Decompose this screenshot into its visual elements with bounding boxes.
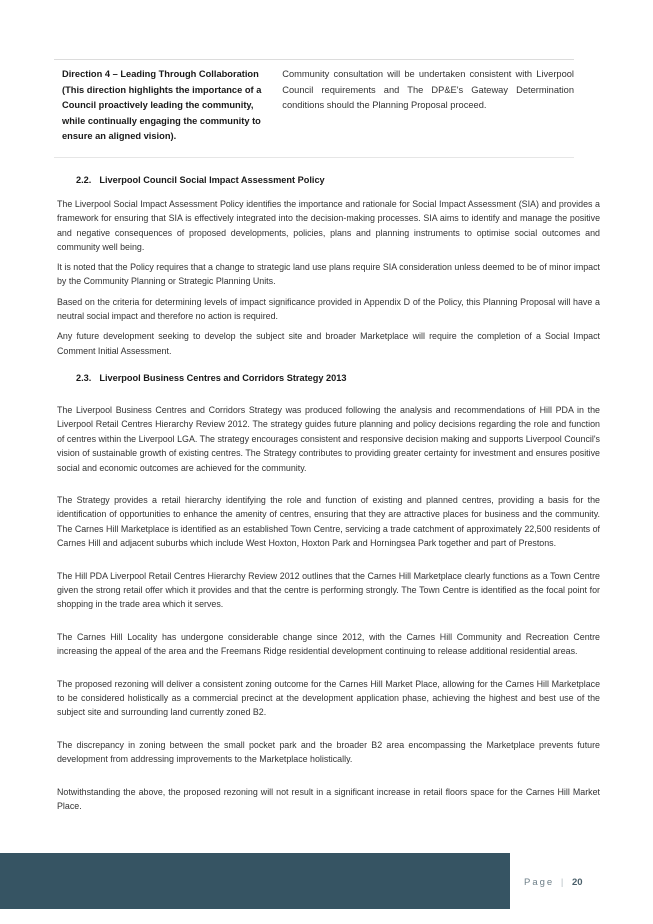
paragraph: The Liverpool Social Impact Assessment Policy identifies the importance and rationale for Social Impact Assessment (SIA) and provides a framework for ensuring that SIA is effectively integrated into the decision-making processes. SIA aims to identify and manage the positive and negative consequences of proposed developments, policies, plans and planning instruments to optimise social outcomes and community well being. xyxy=(57,199,600,252)
page-number: 20 xyxy=(571,877,583,888)
paragraph: The discrepancy in zoning between the small pocket park and the broader B2 area encompassing the Marketplace prevents future development from addressing improvements to the Marketplace holistically. xyxy=(57,739,600,765)
paragraph: Based on the criteria for determining levels of impact significance provided in Appendix D of the Policy, this Planning Proposal will have a neutral social impact and therefore no action is required. xyxy=(57,296,600,322)
section-heading xyxy=(57,373,600,383)
section-heading xyxy=(57,175,600,185)
document-body xyxy=(57,175,600,832)
page-separator: | xyxy=(560,877,566,888)
section-number: 2.2. xyxy=(76,175,92,185)
direction-cell: Direction 4 – Leading Through Collaboration (This direction highlights the importance of a Council proactively leading the community, while continually engaging the community to ensure an aligned vision). xyxy=(62,69,262,142)
paragraph: It is noted that the Policy requires that a change to strategic land use plans require SIA consideration unless deemed to be of minor impact by the Community Planning or Strategic Planning Units. xyxy=(57,262,600,287)
response-cell: Community consultation will be undertaken consistent with Liverpool Council requirements and The DP&E's Gateway Determination conditions should the Planning Proposal proceed. xyxy=(282,69,574,111)
paragraph: The Carnes Hill Locality has undergone considerable change since 2012, with the Carnes Hill Community and Recreation Centre increasing the appeal of the area and the Freemans Ridge residential development continuing to release additional residential areas. xyxy=(57,631,600,657)
section-number: 2.3. xyxy=(76,372,92,383)
paragraph: The Liverpool Business Centres and Corridors Strategy was produced following the analysis and recommendations of Hill PDA in the Liverpool Retail Centres Hierarchy Review 2012. The strategy guides future planning and policy decisions regarding the role and function of centres within the Liverpool LGA. The strategy encourages consistent and responsive decision making and supports Liverpool Council's vision of sustainable growth of existing centres. The Strategy contributes to providing greater certainty for investment and ensures positive social and economic outcomes are achieved for the community. xyxy=(57,404,600,473)
section-2-2 xyxy=(57,175,600,358)
paragraph: Notwithstanding the above, the proposed rezoning will not result in a significant increase in retail floors space for the Carnes Hill Market Place. xyxy=(57,786,600,812)
paragraph: The proposed rezoning will deliver a consistent zoning outcome for the Carnes Hill Market Place, allowing for the Carnes Hill Marketplace to be considered holistically as a commercial precinct at the development application phase, achieving the highest and best use of the subject site and surrounding land currently zoned B2. xyxy=(57,678,600,718)
section-2-3 xyxy=(57,373,600,814)
section-title: Liverpool Council Social Impact Assessment Policy xyxy=(99,175,325,185)
section-title: Liverpool Business Centres and Corridors Strategy 2013 xyxy=(99,372,347,383)
paragraph: Any future development seeking to develop the subject site and broader Marketplace will require the completion of a Social Impact Comment Initial Assessment. xyxy=(57,331,600,356)
page-number-footer xyxy=(524,877,583,888)
footer-band xyxy=(0,853,510,909)
page-label: Page xyxy=(524,877,555,888)
paragraph: The Strategy provides a retail hierarchy identifying the role and function of existing and planned centres, providing a basis for the identification of opportunities to enhance the amenity of centres, ensuring that they are attractive places for business and the community. The Carnes Hill Marketplace is identified as an established Town Centre, servicing a trade catchment of approximately 22,500 residents of Carnes Hill and adjacent suburbs which include West Hoxton, Hoxton Park and Horningsea Park together and part of Prestons. xyxy=(57,495,600,549)
paragraph: The Hill PDA Liverpool Retail Centres Hierarchy Review 2012 outlines that the Carnes Hill Marketplace clearly functions as a Town Centre given the strong retail offer which it provides and that the centre is performing strongly. The Town Centre is identified as the focal point for shopping in the trade area which it serves. xyxy=(57,570,600,610)
directions-table-row xyxy=(54,59,574,158)
